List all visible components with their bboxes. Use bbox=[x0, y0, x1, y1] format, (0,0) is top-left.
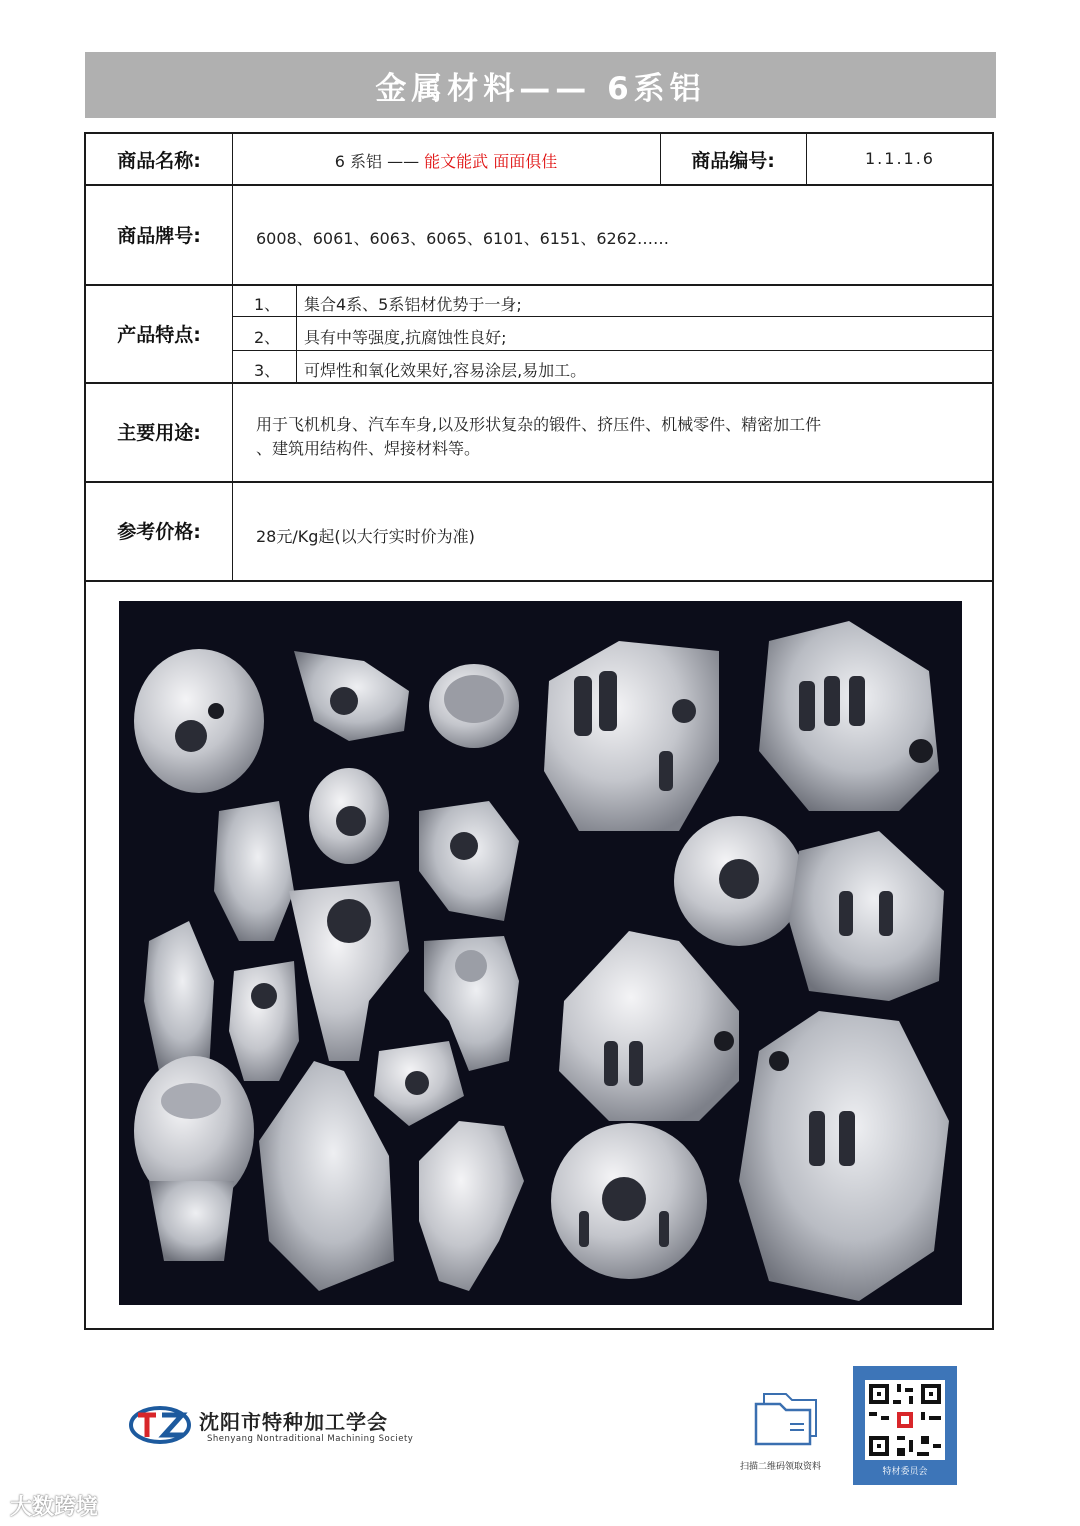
tz-logo-icon bbox=[128, 1405, 192, 1445]
usage-label: 主要用途: bbox=[117, 422, 201, 444]
scan-instruction: 扫描二维码领取资料 bbox=[740, 1462, 822, 1472]
feature-text: 具有中等强度,抗腐蚀性良好; bbox=[304, 328, 507, 347]
row-divider bbox=[232, 350, 992, 351]
qr-pattern bbox=[865, 1380, 945, 1460]
part-ring bbox=[309, 768, 389, 864]
part-pump-body bbox=[289, 881, 409, 1061]
folder-icon bbox=[750, 1388, 822, 1446]
part-flange bbox=[419, 801, 519, 921]
grade-label: 商品牌号: bbox=[117, 224, 201, 247]
part-fan-cover bbox=[674, 816, 804, 946]
qr-card[interactable] bbox=[853, 1366, 957, 1485]
part-alternator-frame bbox=[789, 831, 944, 1001]
part-alternator-frame bbox=[739, 1011, 949, 1301]
feature-num: 1、 bbox=[254, 295, 281, 314]
part-alternator-frame bbox=[544, 641, 719, 831]
name-value bbox=[232, 149, 660, 172]
code-label: 商品编号: bbox=[691, 149, 775, 172]
part-cone bbox=[144, 921, 214, 1071]
part-bracket bbox=[294, 651, 409, 741]
part-rear-cover bbox=[551, 1123, 707, 1279]
price-value: 28元/Kg起(以大行实时价为准) bbox=[256, 527, 475, 546]
org-name-en: Shenyang Nontraditional Machining Society bbox=[207, 1434, 414, 1444]
feature-num: 2、 bbox=[254, 328, 281, 347]
part-starter-housing bbox=[134, 1056, 254, 1261]
page-title: 金属材料—— 6系铝 bbox=[375, 70, 706, 107]
column-divider bbox=[296, 284, 297, 382]
part-alternator-frame bbox=[759, 621, 939, 811]
feature-text: 可焊性和氧化效果好,容易涂层,易加工。 bbox=[304, 361, 587, 380]
row-divider bbox=[232, 316, 992, 317]
grade-value: 6008、6061、6063、6065、6101、6151、6262…… bbox=[256, 229, 670, 248]
org-name: 沈阳市特种加工学会 bbox=[199, 1410, 388, 1434]
part-housing bbox=[134, 649, 264, 793]
name-slogan: 能文能武 面面俱佳 bbox=[424, 152, 558, 171]
feature-text: 集合4系、5系铝材优势于一身; bbox=[304, 295, 522, 314]
part-plate bbox=[374, 1041, 464, 1126]
part-bell-small bbox=[419, 1121, 524, 1291]
features-label: 产品特点: bbox=[117, 323, 201, 346]
qr-code-icon[interactable] bbox=[865, 1380, 945, 1460]
watermark: 大数跨境 bbox=[10, 1495, 99, 1520]
name-text: 6 系铝 —— bbox=[334, 152, 420, 171]
part-mount bbox=[229, 961, 299, 1081]
price-label: 参考价格: bbox=[117, 521, 201, 543]
name-label: 商品名称: bbox=[117, 149, 201, 172]
part-bell bbox=[259, 1061, 394, 1291]
product-photo bbox=[119, 601, 962, 1305]
row-divider bbox=[86, 580, 992, 582]
usage-line: 用于飞机机身、汽车车身,以及形状复杂的锻件、挤压件、机械零件、精密加工件 bbox=[256, 415, 822, 434]
column-divider bbox=[232, 134, 233, 580]
qr-caption: 特材委员会 bbox=[882, 1467, 928, 1477]
usage-line: 、建筑用结构件、焊接材料等。 bbox=[256, 439, 481, 458]
parts-illustration bbox=[119, 601, 962, 1305]
part-nozzle bbox=[214, 801, 294, 941]
title-banner bbox=[85, 52, 996, 118]
part-cup bbox=[429, 664, 519, 748]
code-value: 1.1.1.6 bbox=[865, 149, 935, 168]
feature-num: 3、 bbox=[254, 361, 281, 380]
part-alternator-frame bbox=[559, 931, 739, 1121]
